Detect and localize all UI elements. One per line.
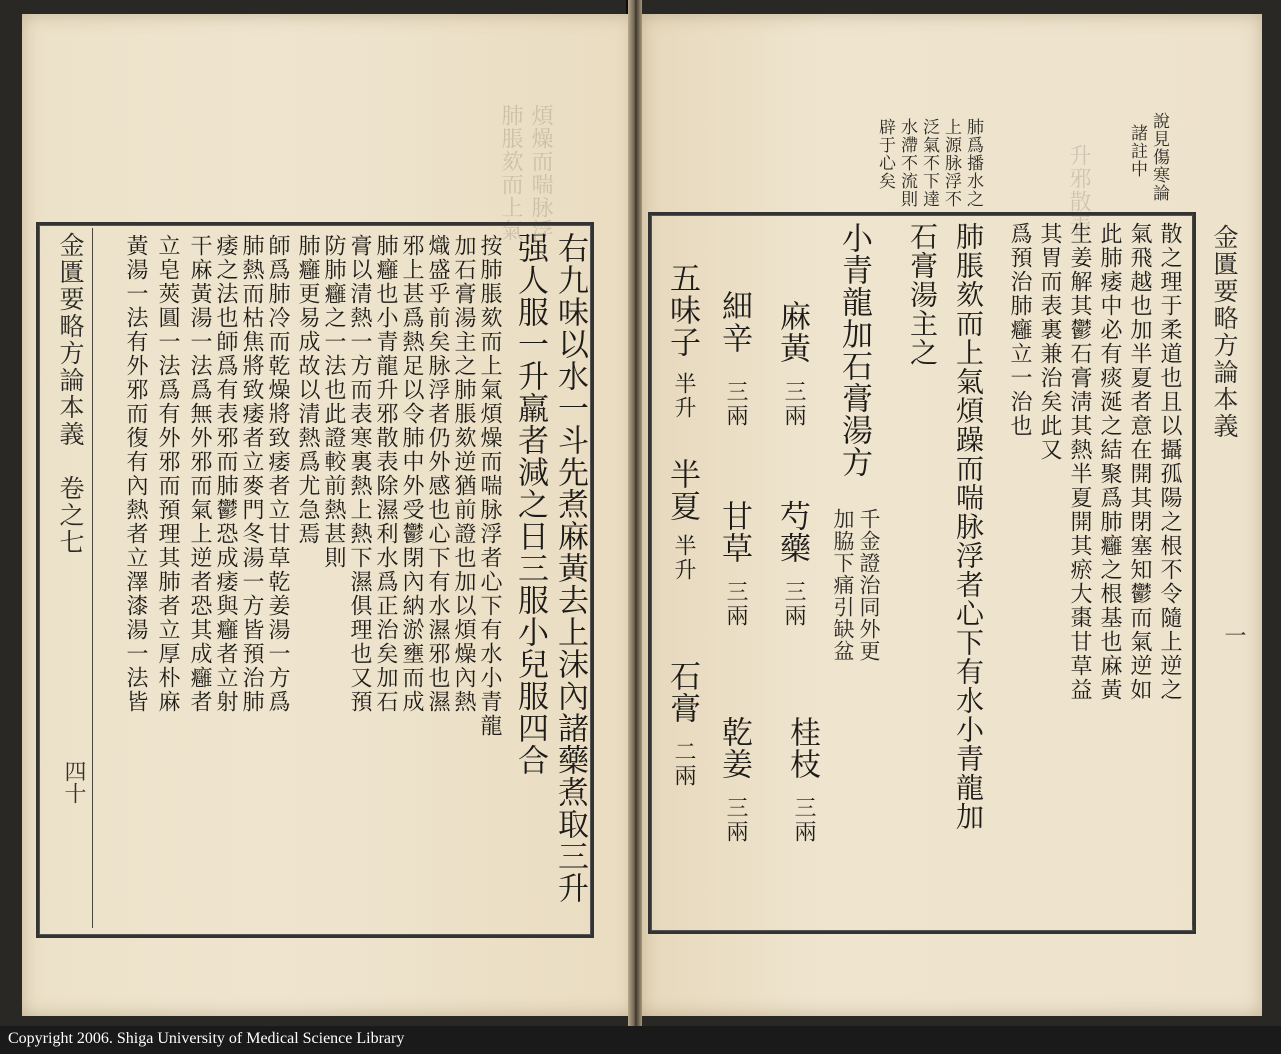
text-column: 肺脹欬而上氣煩躁而喘脉浮者心下有水小青龍加 xyxy=(952,222,985,831)
text-column: 按肺脹欬而上氣煩燥而喘脉浮者心下有水小青龍 xyxy=(477,234,502,738)
ingredient-name: 麻黃 xyxy=(774,300,810,364)
text-column: 黃湯一法有外邪而復有內熱者立澤漆湯一法皆 xyxy=(123,234,148,714)
ingredient-name: 乾姜 xyxy=(716,716,752,780)
annotation: 上源脉浮不 xyxy=(941,118,961,208)
text-column: 立皂莢圓一法爲有外邪而預理其肺者立厚朴麻 xyxy=(155,234,180,714)
ingredient-amount: 三兩 xyxy=(781,380,806,428)
show-through-text: 升邪散表 xyxy=(1066,144,1091,236)
ingredient-name: 細辛 xyxy=(716,290,752,354)
book-gutter xyxy=(628,0,642,1026)
copyright-notice: Copyright 2006. Shiga University of Medical Science Library xyxy=(8,1030,405,1047)
right-page-header: 金匱要略方論本義 xyxy=(1210,224,1239,440)
left-page-header: 金匱要略方論本義 卷之七 xyxy=(56,232,85,556)
text-column: 邪上甚爲熱足以令肺中外受鬱閉內納淤壅而成 xyxy=(399,234,424,714)
ingredient-name: 五味子 xyxy=(664,262,700,358)
text-column: 防肺癰之一法也此證較前熱甚則 xyxy=(321,234,346,570)
text-column: 痿之法也師爲有表邪而肺鬱恐成痿與癰者立射 xyxy=(213,234,238,714)
ingredient-name: 半夏 xyxy=(664,458,700,522)
text-column: 强人服一升羸者減之日三服小兒服四合 xyxy=(512,232,548,776)
text-column: 加石膏湯主之肺脹欬逆猶前證也加以煩燥內熱 xyxy=(451,234,476,714)
header-rule xyxy=(92,228,93,928)
header-rule xyxy=(1192,214,1193,926)
text-column: 肺癰更易成故以清熱爲尤急焉 xyxy=(295,234,320,546)
ingredient-amount: 三兩 xyxy=(723,580,748,628)
text-column: 此肺痿中必有痰涎之結聚爲肺癰之根基也麻黃 xyxy=(1097,222,1122,702)
text-column: 爲預治肺癰立一治也 xyxy=(1007,222,1032,438)
text-column: 氣飛越也加半夏者意在開其閉塞知鬱而氣逆如 xyxy=(1127,222,1152,702)
right-folio: 一 xyxy=(1221,624,1246,646)
ingredient-name: 石膏 xyxy=(664,660,700,724)
ingredient-amount: 半升 xyxy=(671,372,696,420)
annotation: 肺爲播水之 xyxy=(963,118,983,208)
text-column: 其胃而表裏兼治矣此又 xyxy=(1037,222,1062,462)
text-column: 生姜解其鬱石膏淸其熱半夏開其瘀大棗甘草益 xyxy=(1067,222,1092,702)
ingredient-amount: 三兩 xyxy=(791,796,816,844)
ingredient-name: 芍藥 xyxy=(774,500,810,564)
text-column: 肺熱而枯焦將致痿者立麥門冬湯一方皆預治肺 xyxy=(239,234,264,714)
show-through-text: 肺脹欬而上氣 xyxy=(498,104,523,242)
ingredient-amount: 二兩 xyxy=(671,740,696,788)
annotation: 辟于心矣 xyxy=(875,118,895,190)
annotation: 水滯不流則 xyxy=(897,118,917,208)
formula-title: 小青龍加石膏湯方 xyxy=(836,222,872,478)
annotation: 泛氣不下達 xyxy=(919,118,939,208)
text-column: 散之理于柔道也且以攝孤陽之根不令隨上逆之 xyxy=(1157,222,1182,702)
ingredient-amount: 三兩 xyxy=(723,380,748,428)
ingredient-amount: 半升 xyxy=(671,534,696,582)
ingredient-name: 桂枝 xyxy=(784,716,820,780)
annotation: 說見傷寒論 xyxy=(1149,112,1169,202)
text-column: 膏以清熱一方而表寒裏熱上熱下濕俱理也又預 xyxy=(347,234,372,714)
show-through-text: 煩燥而喘脉浮 xyxy=(528,104,553,242)
ingredient-name: 甘草 xyxy=(716,500,752,564)
text-column: 右九味以水一斗先煮麻黃去上沫內諸藥煮取三升 xyxy=(552,232,588,904)
text-column: 肺癰也小青龍升邪散表除濕利水爲正治矣加石 xyxy=(373,234,398,714)
ingredient-amount: 三兩 xyxy=(781,580,806,628)
formula-note: 千金證治同外更 xyxy=(857,508,881,662)
annotation: 諸註中 xyxy=(1127,124,1147,178)
left-folio: 四十 xyxy=(61,760,86,804)
formula-note: 加脇下痛引缺盆 xyxy=(831,508,855,662)
text-column: 石膏湯主之 xyxy=(906,222,939,367)
text-column: 熾盛乎前矣脉浮者仍外感也心下有水濕邪也濕 xyxy=(425,234,450,714)
text-column: 師爲肺冷而乾燥將致痿者立甘草乾姜湯一方爲 xyxy=(265,234,290,714)
ingredient-amount: 三兩 xyxy=(723,796,748,844)
text-column: 干麻黃湯一法爲無外邪而氣上逆者恐其成癰者 xyxy=(187,234,212,714)
